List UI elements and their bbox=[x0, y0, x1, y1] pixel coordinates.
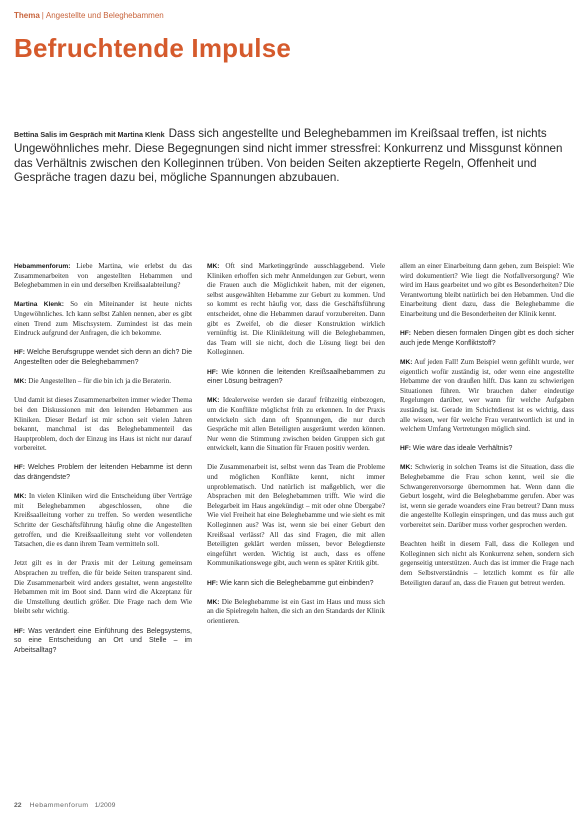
lead-text: Dass sich angestellte und Beleghebammen im Kreißsaal treffen, ist nichts Ungewöhnliches mehr. Diese Begegnungen sind nicht immer stressfrei: Konkurrenz und Missgunst können das Verhältnis zwischen den Kolleginnen trüben. Von beiden Seiten akzeptierte Regeln, Offenheit und Gespräche tragen dazu bei, mögliche Spannungen abzubauen. bbox=[14, 127, 563, 185]
paragraph-text: Die Zusammenarbeit ist, selbst wenn das Team die Probleme und möglichen Konflikte kennt, nicht immer unproblematisch. Und natürlich ist maßgeblich, wer die Absprachen mit den Beleghebammen trifft. Wie wird die Belegarbeit im Haus angekündigt – mit oder ohne Übergabe? Wie viel Freiheit hat eine Beleghebamme und wie sieht es mit Kolleginnen aus? Was ist, wenn sie bei einer Geburt den Kreißsaal verlässt? All das sind Fragen, die mit allen Beteiligten geklärt werden müssen, bevor Belegdienste eingeführt werden. Wichtig ist auch, dass es offene Kommunikationswege gibt, auch wenn es später Kritik gibt. bbox=[207, 463, 385, 568]
section-label: Thema bbox=[14, 11, 40, 20]
paragraph-text: So ein Miteinander ist heute nichts Ungewöhnliches. Ich kann selbst Zahlen nennen, aber es gibt einen Trend zum Mischsystem. Zumindest ist das mein Eindruck aufgrund der Anfragen, die ich bekomme. bbox=[14, 300, 192, 338]
paragraph bbox=[400, 262, 574, 320]
paragraph-text: Die Angestellten – für die bin ich ja die Beraterin. bbox=[28, 377, 172, 386]
paragraph-text: allem an einer Einarbeitung dann gehen, zum Beispiel: Wie wird dokumentiert? Wie liegt die Notfallversorgung? Wie wird im Haus gearbeitet und wo gibt es Besonderheiten? Die Verantwortung bleibt natürlich bei den Hebammen. Und die Einarbeitung dient dazu, dass die Beleghebamme die Einarbeitung und die Besonderheiten der Klinik kennt. bbox=[400, 262, 574, 318]
paragraph bbox=[400, 444, 574, 454]
paragraph bbox=[207, 396, 385, 454]
paragraph bbox=[14, 627, 192, 656]
paragraph bbox=[207, 262, 385, 358]
paragraph bbox=[14, 492, 192, 550]
speaker-label: HF: bbox=[207, 579, 218, 587]
paragraph-text: Beachten heißt in diesem Fall, dass die Kollegen und Kolleginnen sich nicht als Konkurrenz sehen, sondern sich gegenseitig unterstützen. Auch das ist immer die Frage nach dem Selbstverständnis – letztlich kommt es für alle Beteiligten darauf an, dass die Frauen gut betreut werden. bbox=[400, 540, 574, 587]
publication-name: Hebammenforum bbox=[29, 802, 89, 809]
paragraph-text: Wie kann sich die Beleghebamme gut einbinden? bbox=[219, 579, 374, 587]
paragraph-text: Liebe Martina, wie erlebst du das Zusammenarbeiten von angestellten Hebammen und Beleghebammen in ein und derselben Kreißsaalabteilung? bbox=[14, 262, 192, 290]
text-column-2 bbox=[207, 262, 385, 636]
paragraph bbox=[14, 396, 192, 454]
paragraph-text: Was verändert eine Einführung des Belegsystems, so eine Entscheidung an Ort und Stelle – im Arbeitsalltag? bbox=[14, 627, 192, 654]
speaker-label: MK: bbox=[400, 358, 413, 366]
paragraph bbox=[14, 348, 192, 367]
paragraph-text: Schwierig in solchen Teams ist die Situation, dass die Beleghebamme die Frau schon kennt, weil sie die Schwangerenvorsorge übernommen hat. Wenn dann die Geburt losgeht, wird die Beleghebamme gerufen. Aber was ist, wenn sie gerade woanders eine Frau betreut? Dann muss die angestellte Kollegin einspringen, und das muss auch gut vorbereitet sein. Darüber muss vorher gesprochen werden. bbox=[400, 463, 574, 530]
paragraph bbox=[207, 598, 385, 627]
paragraph bbox=[14, 377, 192, 387]
paragraph bbox=[14, 559, 192, 617]
paragraph-text: Welche Berufsgruppe wendet sich denn an dich? Die Angestellten oder die Beleghebammen? bbox=[14, 349, 192, 366]
kicker-separator: | bbox=[41, 11, 44, 20]
text-column-3 bbox=[400, 262, 574, 598]
speaker-label: Hebammenforum: bbox=[14, 263, 71, 270]
paragraph bbox=[400, 463, 574, 530]
paragraph bbox=[207, 463, 385, 569]
speaker-label: HF: bbox=[14, 627, 25, 635]
paragraph bbox=[207, 579, 385, 589]
page-number: 22 bbox=[14, 802, 22, 809]
paragraph-text: Auf jeden Fall! Zum Beispiel wenn gefühlt wurde, wer eigentlich wofür zuständig ist, oder wenn eine angestellte Hebamme der von draußen hilft. Das kann zu schwierigen Situationen führen. Wir brauchen daher eindeutige Regelungen darüber, wer wann für welche Aufgaben zuständig ist. Gerade im Schichtdienst ist es wichtig, dass alle wissen, wer für welche Frau verantwortlich ist und in welchem Umfang Vertretungen möglich sind. bbox=[400, 357, 574, 434]
speaker-label: HF: bbox=[14, 464, 25, 472]
article-lead bbox=[14, 127, 574, 186]
paragraph-text: Wie wäre das ideale Verhältnis? bbox=[412, 445, 513, 453]
speaker-label: MK: bbox=[14, 378, 27, 386]
page-footer bbox=[14, 802, 574, 809]
byline: Bettina Salis im Gespräch mit Martina Klenk bbox=[14, 130, 165, 139]
paragraph bbox=[400, 358, 574, 435]
paragraph-text: Welches Problem der leitenden Hebamme ist denn das drängendste? bbox=[14, 464, 192, 482]
paragraph-text: In vielen Kliniken wird die Entscheidung über Verträge mit Beleghebammen abgeschlossen, ohne die Kreißsaalleitung vorher zu treffen. So werden wesentliche Schritte der Geschäftsführung häufig ohne die Angestellten getroffen, und die Kreißsaalleitung steht vor vollendeten Tatsachen, die es dann ihrem Team vermitteln soll. bbox=[14, 492, 192, 549]
paragraph-text: Jetzt gilt es in der Praxis mit der Leitung gemeinsam Absprachen zu treffen, die für beide Seiten transparent sind. Die Zusammenarbeit wird anders gestaltet, wenn angestellte Hebammen mit im Boot sind. Dann wird die Akzeptanz für die Umstellung deutlich größer. Die Frage nach dem Wie bleibt sehr wichtig. bbox=[14, 559, 192, 616]
speaker-label: MK: bbox=[14, 493, 27, 501]
speaker-label: Martina Klenk: bbox=[14, 301, 64, 309]
section-kicker bbox=[14, 11, 164, 20]
speaker-label: MK: bbox=[207, 598, 220, 606]
text-column-1 bbox=[14, 262, 192, 665]
paragraph-text: Neben diesen formalen Dingen gibt es doch sicher auch jede Menge Konfliktstoff? bbox=[400, 330, 574, 347]
issue-number: 1/2009 bbox=[94, 802, 116, 809]
speaker-label: HF: bbox=[14, 349, 25, 357]
paragraph-text: Die Beleghebamme ist ein Gast im Haus und muss sich an die Spielregeln halten, die sich an den Standards der Klinik orientieren. bbox=[207, 597, 385, 625]
paragraph bbox=[14, 262, 192, 291]
paragraph-text: Oft sind Marketinggründe ausschlaggebend. Viele Kliniken erhoffen sich mehr Anmeldungen zur Geburt, wenn die Frauen auch die Möglichkeit haben, mit der eigenen, selbst ausgewählten Hebamme zur Geburt zu kommen. Und so kommt es recht häufig vor, dass die Geschäftsführung entscheidet, ohne die Hebammen darauf vorzubereiten. Dann gibt es Zweifel, ob die dieser Konstruktion wirklich vernünftig ist. Die Klinikleitung will die Beleghebammen, das Team will sie nicht, doch die Lösung liegt bei den Kolleginnen. bbox=[207, 262, 385, 357]
speaker-label: HF: bbox=[400, 445, 411, 453]
speaker-label: MK: bbox=[207, 263, 220, 270]
paragraph-text: Und damit ist dieses Zusammenarbeiten immer wieder Thema bei den Diskussionen mit den leitenden Hebammen aus Kliniken. Dieser Bedarf ist mir schon seit vielen Jahren bekannt, manchmal ist das Beleghebammenteil das Hauptproblem, doch der Einzug ins Haus ist nicht nur darauf vorbereitet. bbox=[14, 396, 192, 453]
topic-label: Angestellte und Beleghebammen bbox=[45, 11, 164, 20]
speaker-label: HF: bbox=[207, 368, 218, 376]
paragraph bbox=[400, 540, 574, 588]
speaker-label: MK: bbox=[207, 397, 220, 405]
article-title: Befruchtende Impulse bbox=[14, 33, 292, 63]
paragraph bbox=[207, 368, 385, 387]
paragraph bbox=[400, 329, 574, 348]
paragraph bbox=[14, 300, 192, 338]
paragraph-text: Idealerweise werden sie darauf frühzeitig einbezogen, um die Konflikte möglichst früh zu erkennen. In der Praxis entwickeln sich dann oft Spannungen, die nur durch Gespräche mit allen Beteiligten ausgeräumt werden können. Nur wenn die Stimmung zwischen beiden Gruppen sich gut entwickelt, kann die Situation für Frauen positiv werden. bbox=[207, 396, 385, 453]
paragraph-text: Wie können die leitenden Kreißsaalhebammen zu einer Lösung beitragen? bbox=[207, 368, 385, 386]
speaker-label: MK: bbox=[400, 464, 413, 472]
paragraph bbox=[14, 463, 192, 482]
speaker-label: HF: bbox=[400, 330, 411, 338]
